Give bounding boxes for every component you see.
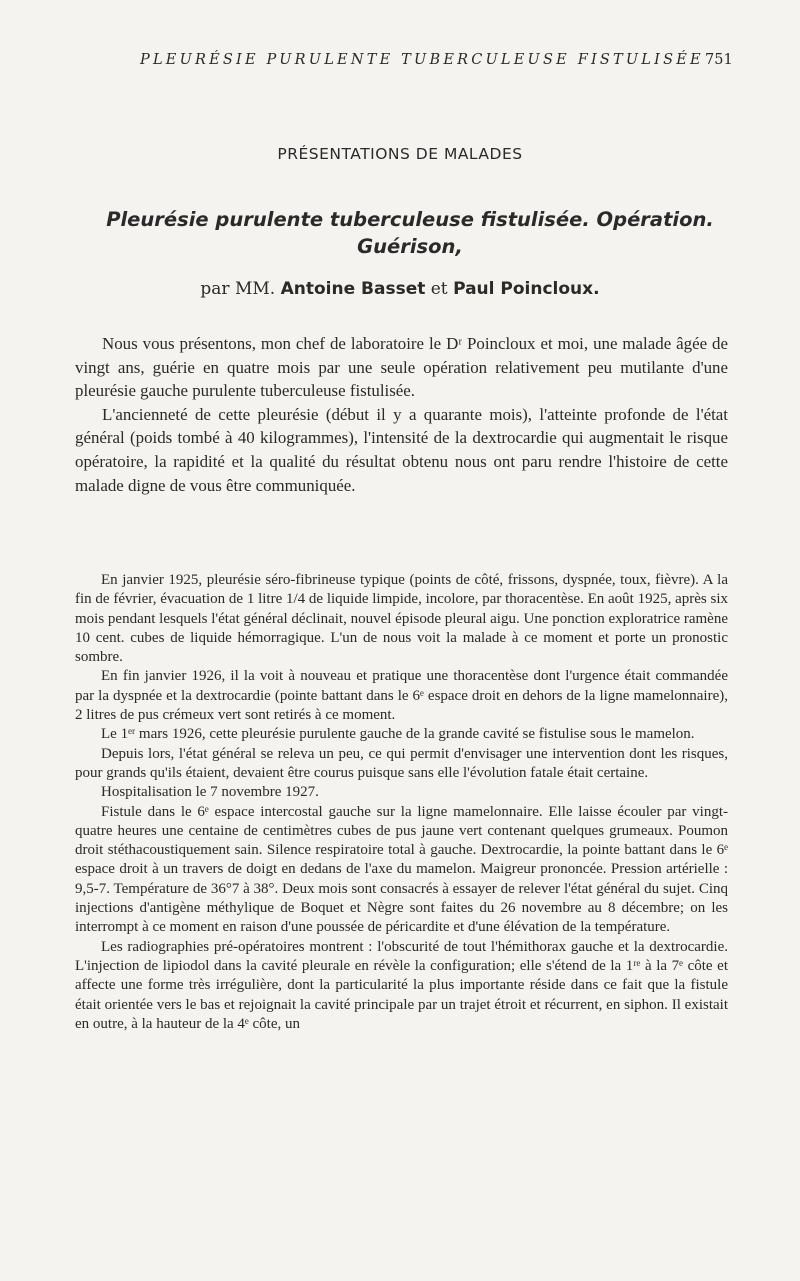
page-number: 751 — [705, 52, 733, 68]
case-paragraph: Depuis lors, l'état général se releva un peu, ce qui permit d'envisager une intervention dont les risques, pour grands qu'ils étaient, devaient être courus puisque sans elle l'évolution fatale était certaine. — [75, 745, 728, 781]
article-title — [100, 206, 720, 260]
author-1: Antoine Basset — [280, 279, 426, 299]
case-paragraph: En fin janvier 1926, il la voit à nouveau et pratique une thoracentèse dont l'urgence était commandée par la dyspnée et la dextrocardie (pointe battant dans le 6ᵉ espace droit en dehors de la ligne mamelonnaire), 2 litres de pus crémeux vert sont retirés à ce moment. — [75, 668, 728, 724]
author-prefix: par MM. — [200, 279, 276, 299]
running-head-title: PLEURÉSIE PURULENTE TUBERCULEUSE FISTULISÉE — [140, 52, 704, 68]
article-title-line-1: Pleurésie purulente tuberculeuse fistulisée. Opération. — [106, 208, 714, 231]
author-2: Paul Poincloux. — [453, 279, 600, 299]
case-paragraph: Hospitalisation le 7 novembre 1927. — [101, 784, 319, 801]
intro-text — [75, 332, 728, 497]
running-head — [0, 52, 800, 76]
case-paragraph: En janvier 1925, pleurésie séro-fibrineuse typique (points de côté, frissons, dyspnée, toux, fièvre). A la fin de février, évacuation de 1 litre 1/4 de liquide limpide, incolore, par thoracentèse. En août 1925, après six mois pendant lesquels l'état général déclinait, nouvel épisode pleural aigu. Une ponction exploratrice ramène 10 cent. cubes de liquide hémorragique. L'un de nous voit la malade à ce moment et porte un pronostic sombre. — [75, 572, 728, 666]
author-conjunction: et — [430, 279, 448, 299]
author-line — [0, 279, 800, 299]
intro-paragraph: Nous vous présentons, mon chef de laboratoire le Dʳ Poincloux et moi, une malade âgée de vingt ans, guérie en quatre mois par une seule opération relativement peu mutilante d'une pleurésie gauche purulente tuberculeuse fistulisée. — [75, 334, 728, 401]
article-title-line-2: Guérison, — [357, 235, 463, 258]
intro-paragraph: L'ancienneté de cette pleurésie (début il y a quarante mois), l'atteinte profonde de l'état général (poids tombé à 40 kilogrammes), l'intensité de la dextrocardie qui augmentait le risque opératoire, la rapidité et la qualité du résultat obtenu nous ont paru rendre l'histoire de cette malade digne de vous être communiquée. — [75, 404, 728, 495]
case-history-text — [75, 571, 728, 1034]
case-paragraph: Fistule dans le 6ᵉ espace intercostal gauche sur la ligne mamelonnaire. Elle laisse écouler par vingt-quatre heures une centaine de centimètres cubes de pus jaune vert contenant quelques grumeaux. Poumon droit stéthacoustiquement sain. Silence respiratoire total à gauche. Dextrocardie, la pointe battant dans le 6ᵉ espace droit à un travers de doigt en dedans de l'axe du mamelon. Maigreur prononcée. Pression artérielle : 9,5-7. Température de 36°7 à 38°. Deux mois sont consacrés à essayer de relever l'état général du sujet. Cinq injections d'antigène méthylique de Boquet et Nègre sont faites du 26 novembre au 8 décembre; on les interrompt à ce moment en raison d'une poussée de péricardite et d'une élévation de la température. — [75, 803, 728, 936]
section-title: PRÉSENTATIONS DE MALADES — [277, 145, 523, 163]
case-paragraph: Les radiographies pré-opératoires montrent : l'obscurité de tout l'hémithorax gauche et la dextrocardie. L'injection de lipiodol dans la cavité pleurale en révèle la configuration; elle s'étend de la 1ʳᵉ à la 7ᵉ côte et affecte une forme très irrégulière, dont la particularité la plus importante réside dans ce fait que la fistule était orientée vers le bas et rejoignait la cavité principale par un trajet étroit et récurrent, en siphon. Il existait en outre, à la hauteur de la 4ᵉ côte, un — [75, 938, 728, 1032]
case-paragraph: Le 1ᵉʳ mars 1926, cette pleurésie purulente gauche de la grande cavité se fistulise sous le mamelon. — [101, 726, 695, 743]
